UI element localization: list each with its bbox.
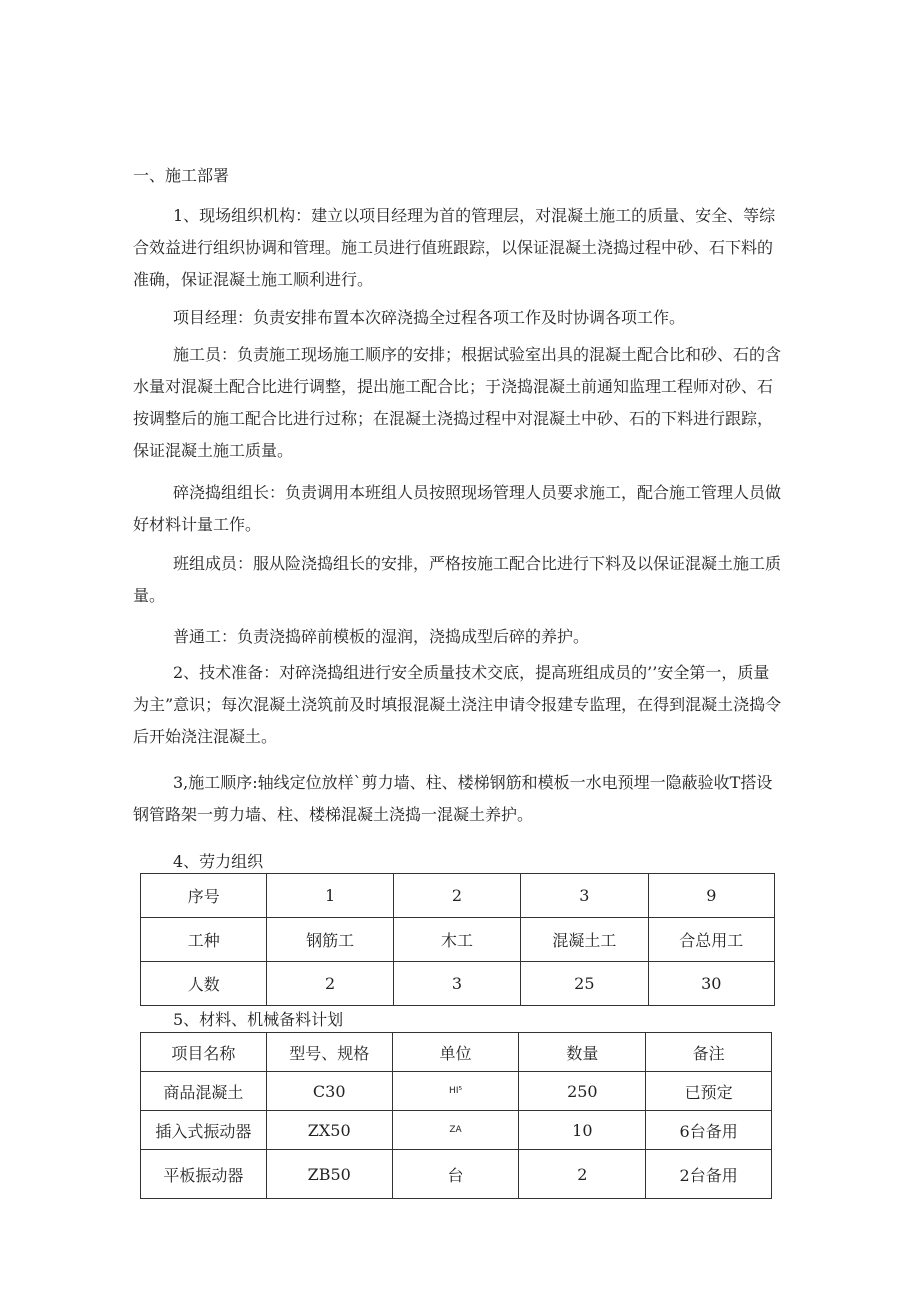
table-cell: 钢筋工 — [267, 918, 393, 962]
materials-table — [140, 1032, 772, 1199]
table-cell: 2台备用 — [646, 1150, 772, 1199]
table-cell: 混凝土工 — [521, 918, 648, 962]
table-cell: C30 — [266, 1072, 392, 1111]
table-cell: ZB50 — [266, 1150, 392, 1199]
paragraph-organization: 1、现场组织机构：建立以项目经理为首的管理层，对混凝土施工的质量、安全、等综合效益进行组织协调和管理。施工员进行值班跟踪，以保证混凝土浇捣过程中砂、石下料的准确，保证混凝土施工顺利进行。 — [133, 206, 776, 289]
table-cell: 2 — [267, 962, 393, 1006]
table-cell: 合总用工 — [648, 918, 774, 962]
table-cell: ZX50 — [266, 1111, 392, 1150]
table-header-cell: 数量 — [519, 1033, 646, 1072]
table-row — [141, 1111, 772, 1150]
table-cell: 序号 — [141, 874, 267, 918]
table-cell: 工种 — [141, 918, 267, 962]
table-cell: 9 — [648, 874, 774, 918]
table-row — [141, 1072, 772, 1111]
table-cell: 2 — [519, 1150, 646, 1199]
section-title: 一、施工部署 — [133, 166, 230, 185]
table-cell: 人数 — [141, 962, 267, 1006]
table-header-cell: 型号、规格 — [266, 1033, 392, 1072]
table-cell: 已预定 — [646, 1072, 772, 1111]
table-row — [141, 1033, 772, 1072]
paragraph-team-leader: 碎浇捣组组长：负责调用本班组人员按照现场管理人员要求施工，配合施工管理人员做好材料计量工作。 — [133, 483, 782, 534]
table-cell: HI⁵ — [392, 1072, 519, 1111]
table-cell: ZA — [392, 1111, 519, 1150]
table-header-cell: 项目名称 — [141, 1033, 267, 1072]
paragraph-construction-staff: 施工员：负责施工现场施工顺序的安排；根据试验室出具的混凝土配合比和砂、石的含水量对混凝土配合比进行调整，提出施工配合比；于浇捣混凝土前通知监理工程师对砂、石按调整后的施工配合比进行过称；在混凝土浇捣过程中对混凝土中砂、石的下料进行跟踪，保证混凝土施工质量。 — [133, 345, 782, 460]
table-cell: 木工 — [393, 918, 520, 962]
labor-table — [140, 873, 775, 1006]
paragraph-technical-preparation: 2、技术准备：对碎浇捣组进行安全质量技术交底，提高班组成员的’’安全第一，质量为主”意识；每次混凝土浇筑前及时填报混凝土浇注申请令报建专监理，在得到混凝土浇捣令后开始浇注混凝土。 — [133, 663, 782, 746]
table-header-cell: 备注 — [646, 1033, 772, 1072]
table-cell: 250 — [519, 1072, 646, 1111]
table-cell: 25 — [521, 962, 648, 1006]
table-cell: 平板振动器 — [141, 1150, 267, 1199]
paragraph-general-workers: 普通工：负责浇捣碎前模板的湿润，浇捣成型后碎的养护。 — [173, 627, 590, 646]
table-cell: 2 — [393, 874, 520, 918]
table-header-cell: 单位 — [392, 1033, 519, 1072]
table-cell: 3 — [521, 874, 648, 918]
table-row — [141, 962, 775, 1006]
table-row — [141, 1150, 772, 1199]
table-cell: 30 — [648, 962, 774, 1006]
materials-title: 5、材料、机械备料计划 — [173, 1010, 344, 1029]
table-cell: 1 — [267, 874, 393, 918]
table-cell: 台 — [392, 1150, 519, 1199]
paragraph-project-manager: 项目经理：负责安排布置本次碎浇捣全过程各项工作及时协调各项工作。 — [173, 308, 686, 327]
table-cell: 6台备用 — [646, 1111, 772, 1150]
paragraph-construction-sequence: 3,施工顺序:轴线定位放样`剪力墙、柱、楼梯钢筋和模板一水电预埋一隐蔽验收T搭设钢管路架一剪力墙、柱、楼梯混凝土浇捣一混凝土养护。 — [133, 773, 773, 824]
paragraph-team-members: 班组成员：服从险浇捣组长的安排，严格按施工配合比进行下料及以保证混凝土施工质量。 — [133, 554, 782, 605]
table-cell: 商品混凝土 — [141, 1072, 267, 1111]
table-row — [141, 874, 775, 918]
table-cell: 10 — [519, 1111, 646, 1150]
table-cell: 插入式振动器 — [141, 1111, 267, 1150]
labor-title: 4、劳力组织 — [173, 852, 264, 871]
table-cell: 3 — [393, 962, 520, 1006]
table-row — [141, 918, 775, 962]
